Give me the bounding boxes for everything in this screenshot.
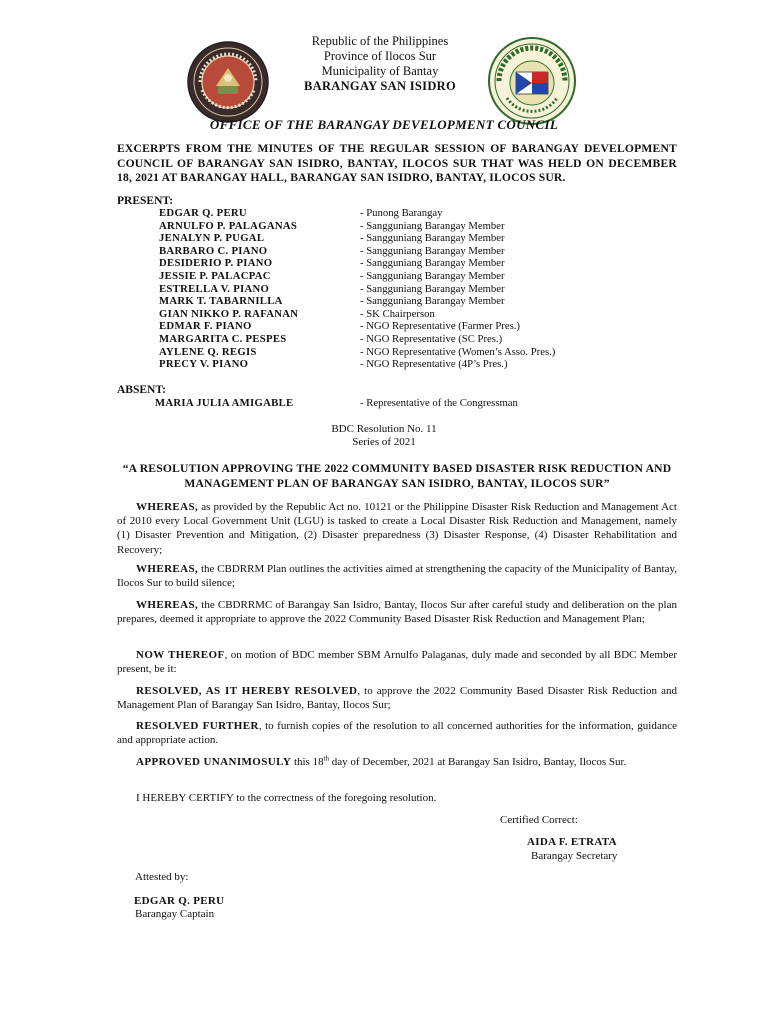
resolution-series: Series of 2021 <box>352 435 416 448</box>
letterhead-text <box>290 34 470 94</box>
para-text: I HEREBY CERTIFY to the correctness of the foregoing resolution. <box>136 792 437 804</box>
now-thereof-paragraph <box>117 648 677 676</box>
present-row <box>159 270 619 283</box>
barangay-seal-icon <box>186 40 270 124</box>
member-name: ARNULFO P. PALAGANAS <box>159 219 298 232</box>
certification-paragraph <box>117 791 677 805</box>
para-text: , to furnish copies of the resolution to all concerned authorities for the information, guidance and appropriate action. <box>117 720 677 747</box>
para-text: the CBDRRM Plan outlines the activities aimed at strengthening the capacity of the Municipality of Bantay, Ilocos Sur to build silence; <box>117 563 677 590</box>
approved-paragraph <box>117 755 677 769</box>
attested-label: Attested by: <box>135 871 189 883</box>
absent-name: MARIA JULIA AMIGABLE <box>155 397 294 409</box>
captain-name: EDGAR Q. PERU <box>134 895 225 907</box>
absent-label: ABSENT: <box>117 384 166 396</box>
para-lead: WHEREAS, <box>136 501 199 513</box>
member-position: - Sangguniang Barangay Member <box>360 219 505 232</box>
member-position: - NGO Representative (Women’s Asso. Pres.) <box>360 345 556 358</box>
republic-line: Republic of the Philippines <box>311 34 449 48</box>
present-label: PRESENT: <box>117 195 174 207</box>
secretary-name: AIDA F. ETRATA <box>527 836 617 848</box>
present-row <box>159 245 619 258</box>
certified-label: Certified Correct: <box>500 814 578 826</box>
member-name: PRECY V. PIANO <box>159 358 249 371</box>
para-text: , on motion of BDC member SBM Arnulfo Palaganas, duly made and seconded by all BDC Member present, be it: <box>117 649 677 676</box>
member-name: MARK T. TABARNILLA <box>159 295 283 308</box>
absent-row <box>155 397 518 409</box>
province-line: Province of Ilocos Sur <box>323 49 437 63</box>
member-position: - Punong Barangay <box>360 207 443 219</box>
member-position: - Sangguniang Barangay Member <box>360 282 505 295</box>
para-lead: WHEREAS, <box>136 599 199 611</box>
whereas-paragraph-1 <box>117 500 677 557</box>
para-text: , to approve the 2022 Community Based Disaster Risk Reduction and Management Plan of Barangay San Isidro, Bantay, Ilocos Sur; <box>117 685 677 712</box>
member-position: - SK Chairperson <box>360 307 435 320</box>
present-row <box>159 333 619 346</box>
member-position: - Sangguniang Barangay Member <box>360 295 505 308</box>
para-text: as provided by the Republic Act no. 10121 or the Philippine Disaster Risk Reduction and Management Act of 2010 every Local Government Unit (LGU) is tasked to create a Local Disaster Risk Reduction and Management, namely (1) Disaster Prevention and Mitigation, (2) Disaster preparedness (3) Disaster Response, (4) Disaster Rehabilitation and Recovery; <box>117 501 677 556</box>
present-roster <box>159 207 619 371</box>
para-text: day of December, 2021 at Barangay San Isidro, Bantay, Ilocos Sur. <box>329 756 627 768</box>
resolved-paragraph <box>117 684 677 712</box>
member-position: - NGO Representative (4P’s Pres.) <box>360 358 508 371</box>
member-position: - NGO Representative (Farmer Pres.) <box>360 320 520 333</box>
member-position: - Sangguniang Barangay Member <box>360 232 505 245</box>
ordinal-suffix: th <box>323 754 330 763</box>
resolution-title: “A RESOLUTION APPROVING THE 2022 COMMUNITY BASED DISASTER RISK REDUCTION AND MANAGEMENT PLAN OF BARANGAY SAN ISIDRO, BANTAY, ILOCOS SUR” <box>122 462 672 490</box>
barangay-line: BARANGAY SAN ISIDRO <box>303 79 457 93</box>
present-row <box>159 220 619 233</box>
member-name: BARBARO C. PIANO <box>159 244 268 257</box>
member-name: MARGARITA C. PESPES <box>159 332 287 345</box>
para-lead: NOW THEREOF <box>136 649 225 661</box>
para-lead: APPROVED UNANIMOSULY <box>136 756 292 768</box>
para-lead: RESOLVED FURTHER <box>136 720 259 732</box>
municipality-line: Municipality of Bantay <box>321 64 439 78</box>
member-position: - Sangguniang Barangay Member <box>360 269 505 282</box>
secretary-title: Barangay Secretary <box>531 850 618 862</box>
municipality-seal-icon <box>487 36 577 126</box>
whereas-paragraph-3 <box>117 598 677 626</box>
member-name: EDMAR F. PIANO <box>159 320 252 333</box>
present-row <box>159 257 619 270</box>
member-position: - NGO Representative (SC Pres.) <box>360 332 503 345</box>
member-name: JESSIE P. PALACPAC <box>159 269 271 282</box>
excerpt-paragraph: EXCERPTS FROM THE MINUTES OF THE REGULAR SESSION OF BARANGAY DEVELOPMENT COUNCIL OF BARANGAY SAN ISIDRO, BANTAY, ILOCOS SUR THAT WAS HELD ON DECEMBER 18, 2021 AT BARANGAY HALL, BARANGAY SAN ISIDRO, BANTAY, ILOCOS SUR. <box>117 142 677 184</box>
present-row <box>159 232 619 245</box>
captain-title: Barangay Captain <box>135 908 215 920</box>
para-lead: RESOLVED, AS IT HEREBY RESOLVED <box>136 685 358 697</box>
para-text: this 18 <box>291 756 324 768</box>
present-row <box>159 346 619 359</box>
member-position: - Sangguniang Barangay Member <box>360 257 505 270</box>
member-name: AYLENE Q. REGIS <box>159 345 257 358</box>
present-row <box>159 295 619 308</box>
whereas-paragraph-2 <box>117 562 677 590</box>
present-row <box>159 283 619 296</box>
para-text: the CBDRRMC of Barangay San Isidro, Bantay, Ilocos Sur after careful study and deliberation on the plan prepares, deemed it appropriate to approve the 2022 Community Based Disaster Risk Reduction and Management Plan; <box>117 599 677 626</box>
present-row <box>159 207 619 220</box>
present-row <box>159 308 619 321</box>
absent-position: - Representative of the Congressman <box>360 397 518 409</box>
member-name: ESTRELLA V. PIANO <box>159 282 270 295</box>
resolved-further-paragraph <box>117 719 677 747</box>
member-name: DESIDERIO P. PIANO <box>159 257 273 270</box>
present-row <box>159 320 619 333</box>
resolution-number-block <box>0 423 768 448</box>
member-name: GIAN NIKKO P. RAFANAN <box>159 307 299 320</box>
present-row <box>159 358 619 371</box>
para-lead: WHEREAS, <box>136 563 199 575</box>
resolution-number: BDC Resolution No. 11 <box>331 423 437 435</box>
member-name: EDGAR Q. PERU <box>159 207 247 219</box>
office-title: OFFICE OF THE BARANGAY DEVELOPMENT COUNCIL <box>209 117 559 132</box>
letterhead <box>0 32 768 96</box>
member-name: JENALYN P. PUGAL <box>159 232 265 245</box>
member-position: - Sangguniang Barangay Member <box>360 244 505 257</box>
